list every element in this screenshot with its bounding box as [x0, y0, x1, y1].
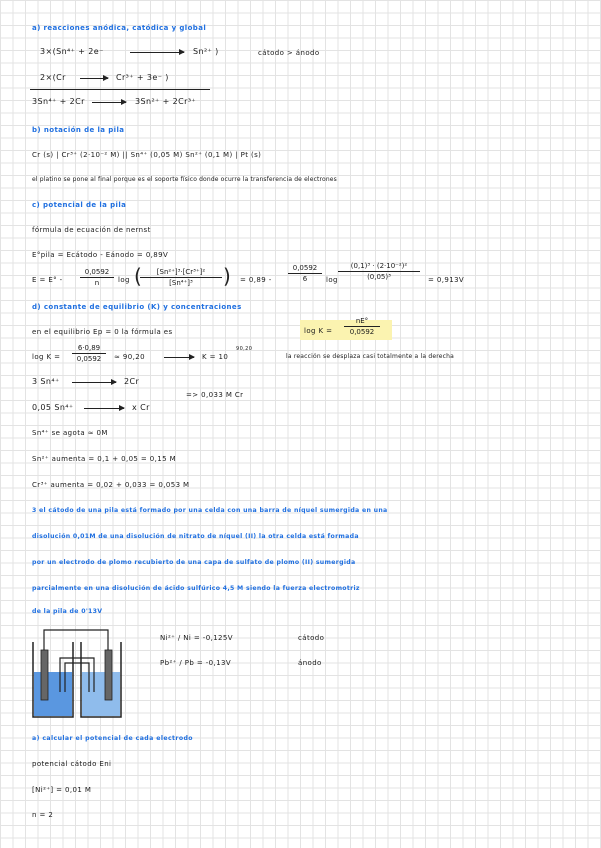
stoichiometry-rhs: 2Cr: [124, 377, 140, 386]
nernst-substitution: = 0,89 -: [240, 276, 272, 284]
cr3-concentration: Cr³⁺ aumenta = 0,02 + 0,033 = 0,053 M: [32, 481, 190, 489]
standard-potential-line: E°pila = Ecátodo - Eánodo = 0,89V: [32, 251, 169, 259]
anode-reaction-rhs: Cr³⁺ + 3e⁻ ): [116, 73, 169, 82]
lead-role: ánodo: [298, 659, 322, 667]
cathode-anode-note: cátodo > ánodo: [258, 49, 320, 57]
problem-3-line-2: disolución 0,01M de una disolución de nitrato de níquel (II) la otra celda está formada: [32, 533, 359, 540]
sn4-concentration: Sn⁴⁺ se agota ≈ 0M: [32, 429, 108, 437]
close-paren: ): [223, 264, 232, 288]
k-interpretation: la reacción se desplaza casi totalmente a la derecha: [286, 353, 455, 360]
reaction-arrow: [84, 408, 124, 409]
left-electrode: [41, 650, 48, 700]
cathode-potential-label: potencial cátodo Eni: [32, 760, 112, 768]
stoichiometry-lhs: 3 Sn⁴⁺: [32, 377, 60, 386]
nernst-substitution-coefficient: 0,0592 6: [288, 264, 322, 283]
log-k-formula-lhs: log K =: [304, 327, 333, 335]
global-reaction-rhs: 3Sn²⁺ + 2Cr³⁺: [135, 97, 197, 106]
nernst-subheading: fórmula de ecuación de nernst: [32, 226, 151, 234]
problem-3-line-5: de la pila de 0'13V: [32, 608, 103, 615]
sn2-concentration: Sn²⁺ aumenta = 0,1 + 0,05 = 0,15 M: [32, 455, 177, 463]
anode-reaction-lhs: 2×(Cr: [40, 73, 66, 82]
k-exponent: 90,20: [236, 346, 253, 352]
left-beaker-solution: [34, 672, 72, 716]
cathode-reaction-rhs: Sn²⁺ ): [193, 47, 219, 56]
question-a: a) calcular el potencial de cada electrodo: [32, 735, 193, 742]
reaction-arrow: [72, 382, 116, 383]
cell-notation: Cr (s) | Cr³⁺ (2·10⁻² M) || Sn⁴⁺ (0,05 M) Sn²⁺ (0,1 M) | Pt (s): [32, 151, 262, 159]
external-wire: [44, 630, 108, 652]
log-label: log: [118, 276, 130, 284]
reaction-arrow: [80, 78, 108, 79]
log-k-calculation-lhs: log K =: [32, 353, 61, 361]
section-b-heading: b) notación de la pila: [32, 126, 125, 134]
stoichiometry2-rhs: x Cr: [132, 403, 150, 412]
log-k-calculation-fraction: 6·0,89 0,0592: [72, 344, 106, 363]
nickel-concentration: [Ni²⁺] = 0,01 M: [32, 786, 92, 794]
reaction-arrow: [92, 102, 126, 103]
section-a-heading: a) reacciones anódica, catódica y global: [32, 24, 207, 32]
result-arrow: [164, 357, 194, 358]
log-k-formula-fraction: nE° 0,0592: [344, 317, 380, 336]
problem-3-line-4: parcialmente en una disolución de ácido sulfúrico 4,5 M siendo la fuerza electromotriz: [32, 585, 360, 592]
nernst-quotient: [Sn²⁺]³·[Cr³⁺]² [Sn⁴⁺]³: [140, 268, 222, 287]
right-electrode: [105, 650, 112, 700]
stoichiometry2-lhs: 0,05 Sn⁴⁺: [32, 403, 74, 412]
sum-rule: [30, 89, 210, 90]
section-c-heading: c) potencial de la pila: [32, 201, 127, 209]
potential-result: = 0,913V: [428, 276, 465, 284]
electrochemical-cell-drawing: [30, 622, 130, 720]
nickel-potential: Ni²⁺ / Ni = -0,125V: [160, 634, 233, 642]
k-value: K = 10: [202, 353, 229, 361]
nernst-coefficient: 0,0592 n: [80, 268, 114, 287]
log-k-value: ≈ 90,20: [114, 353, 145, 361]
log-label: log: [326, 276, 338, 284]
problem-3-line-3: por un electrodo de plomo recubierto de una capa de sulfato de plomo (II) sumergida: [32, 559, 356, 566]
open-paren: (: [134, 264, 143, 288]
problem-3-line-1: 3 el cátodo de una pila está formado por una celda con una barra de níquel sumergida en una: [32, 507, 388, 514]
lead-potential: Pb²⁺ / Pb = -0,13V: [160, 659, 232, 667]
reaction-arrow: [130, 52, 184, 53]
section-d-heading: d) constante de equilibrio (K) y concentraciones: [32, 303, 242, 311]
electron-count: n = 2: [32, 811, 54, 819]
nernst-lhs: E = E° -: [32, 276, 63, 284]
nickel-role: cátodo: [298, 634, 325, 642]
right-beaker-solution: [82, 672, 120, 716]
platinum-note: el platino se pone al final porque es el soporte físico donde ocurre la transferencia de electrones: [32, 176, 337, 183]
chromium-result: => 0,033 M Cr: [186, 391, 244, 399]
cathode-reaction-lhs: 3×(Sn⁴⁺ + 2e⁻: [40, 47, 104, 56]
equilibrium-condition: en el equilibrio Ep = 0 la fórmula es: [32, 328, 173, 336]
nernst-substituted-quotient: (0,1)³ · (2·10⁻²)² (0,05)³: [338, 262, 420, 281]
global-reaction-lhs: 3Sn⁴⁺ + 2Cr: [32, 97, 85, 106]
